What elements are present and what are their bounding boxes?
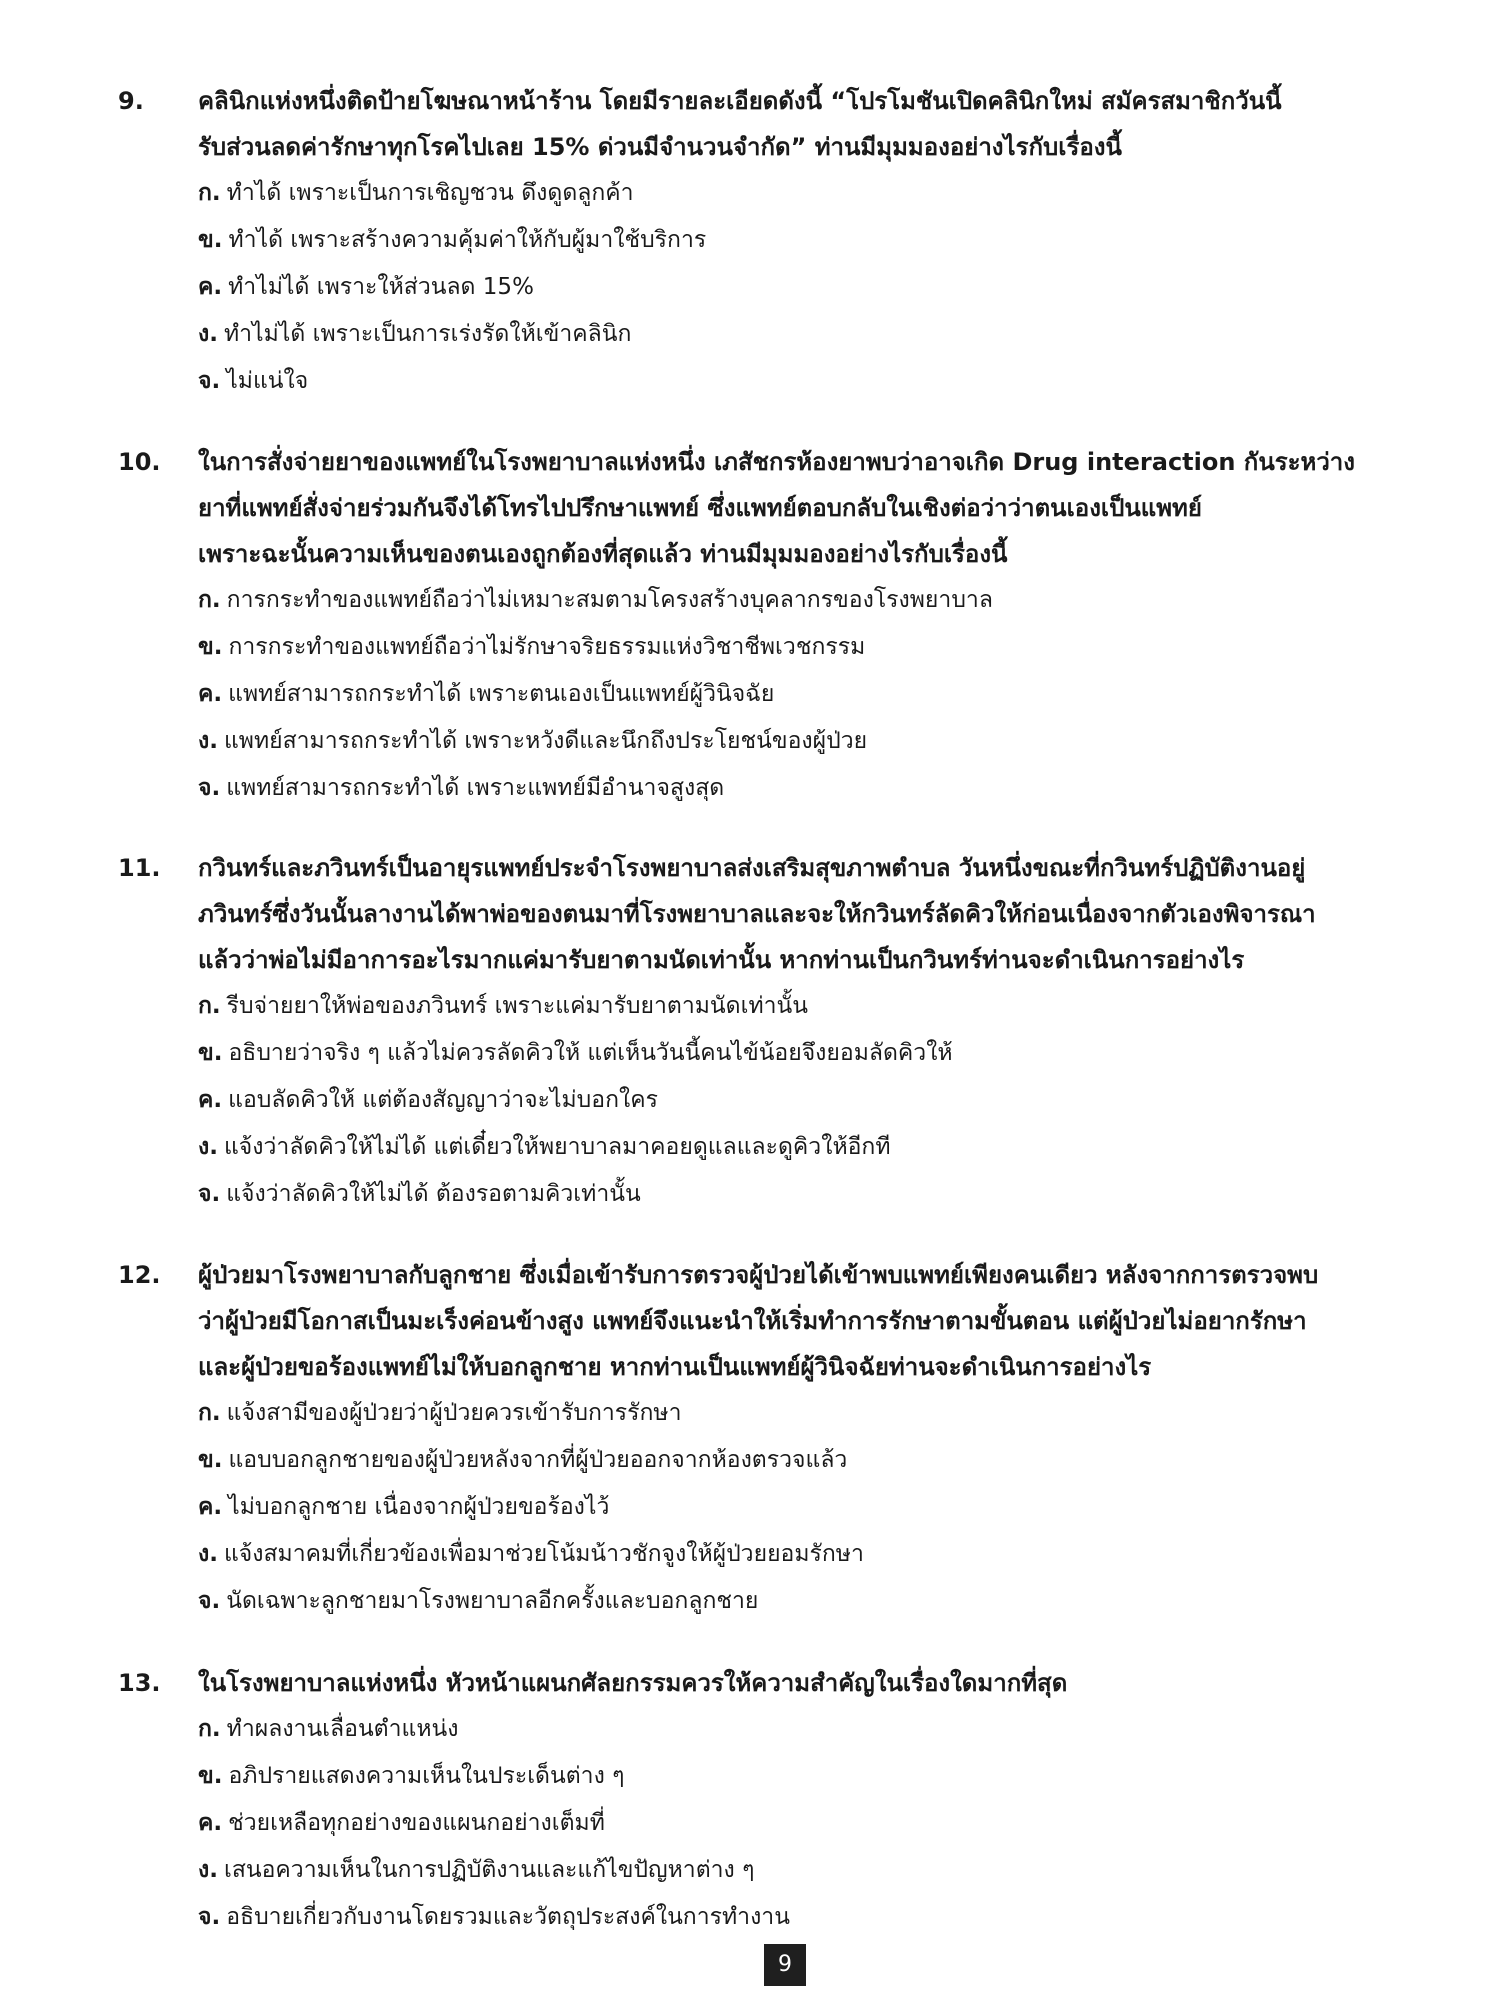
choice-letter: จ. xyxy=(198,1904,221,1930)
choice-item xyxy=(198,1753,1448,1800)
question-number: 9. xyxy=(118,87,144,115)
choice-text: ทำไม่ได้ เพราะให้ส่วนลด 15% xyxy=(228,274,534,300)
choice-list xyxy=(198,1390,1448,1625)
choice-letter: จ. xyxy=(198,368,221,394)
choice-letter: ง. xyxy=(198,1857,218,1883)
choice-letter: ง. xyxy=(198,1541,218,1567)
choice-text: เสนอความเห็นในการปฏิบัติงานและแก้ไขปัญหาต่าง ๆ xyxy=(223,1857,755,1883)
choice-letter: ก. xyxy=(198,1716,221,1742)
choice-letter: ก. xyxy=(198,180,221,206)
choice-letter: ค. xyxy=(198,681,223,707)
question-11 xyxy=(118,845,1448,1218)
question-header xyxy=(118,1660,1448,1706)
choice-text: ทำได้ เพราะเป็นการเชิญชวน ดึงดูดลูกค้า xyxy=(226,180,634,206)
page-number-badge: 9 xyxy=(764,1944,806,1986)
choice-list xyxy=(198,577,1448,812)
choice-text: อธิบายเกี่ยวกับงานโดยรวมและวัตถุประสงค์ในการทำงาน xyxy=(226,1904,790,1930)
choice-text: แจ้งสมาคมที่เกี่ยวข้องเพื่อมาช่วยโน้มน้าวชักจูงให้ผู้ป่วยยอมรักษา xyxy=(223,1541,864,1567)
choice-item xyxy=(198,170,1448,217)
question-number: 13. xyxy=(118,1669,161,1697)
question-text: ในโรงพยาบาลแห่งหนึ่ง หัวหน้าแผนกศัลยกรรมควรให้ความสำคัญในเรื่องใดมากที่สุด xyxy=(198,1669,1068,1697)
choice-text: นัดเฉพาะลูกชายมาโรงพยาบาลอีกครั้งและบอกลูกชาย xyxy=(226,1588,759,1614)
question-number: 12. xyxy=(118,1261,161,1289)
choice-item xyxy=(198,217,1448,264)
choice-item xyxy=(198,1531,1448,1578)
choice-text: ช่วยเหลือทุกอย่างของแผนกอย่างเต็มที่ xyxy=(228,1810,605,1836)
choice-letter: จ. xyxy=(198,1588,221,1614)
choice-text: ทำผลงานเลื่อนตำแหน่ง xyxy=(226,1716,459,1742)
choice-letter: ค. xyxy=(198,1810,223,1836)
question-text: ในการสั่งจ่ายยาของแพทย์ในโรงพยาบาลแห่งหนึ่ง เภสัชกรห้องยาพบว่าอาจเกิด Drug interaction กันระหว่าง ยาที่แพทย์สั่งจ่ายร่วมกันจึงได้โทรไปปรึกษาแพทย์ ซึ่งแพทย์ตอบกลับในเชิงต่อว่าว่าตนเองเป็นแพทย์ เพราะฉะนั้นความเห็นของตนเองถูกต้องที่สุดแล้ว ท่านมีมุมมองอย่างไรกับเรื่องนี้ xyxy=(198,448,1356,568)
choice-text: แอบลัดคิวให้ แต่ต้องสัญญาว่าจะไม่บอกใคร xyxy=(228,1087,658,1113)
choice-letter: ข. xyxy=(198,1763,223,1789)
choice-item xyxy=(198,983,1448,1030)
choice-list xyxy=(198,170,1448,405)
choice-list xyxy=(198,983,1448,1218)
question-text: กวินทร์และภวินทร์เป็นอายุรแพทย์ประจำโรงพยาบาลส่งเสริมสุขภาพตำบล วันหนึ่งขณะที่กวินทร์ปฏิบัติงานอยู่ ภวินทร์ซึ่งวันนั้นลางานได้พาพ่อของตนมาที่โรงพยาบาลและจะให้กวินทร์ลัดคิวให้ก่อนเนื่องจากตัวเองพิจารณา แล้วว่าพ่อไม่มีอาการอะไรมากแค่มารับยาตามนัดเท่านั้น หากท่านเป็นกวินทร์ท่านจะดำเนินการอย่างไร xyxy=(198,854,1316,974)
choice-item xyxy=(198,765,1448,812)
choice-letter: ก. xyxy=(198,993,221,1019)
choice-text: ทำได้ เพราะสร้างความคุ้มค่าให้กับผู้มาใช้บริการ xyxy=(228,227,707,253)
choice-letter: ค. xyxy=(198,274,223,300)
choice-text: แพทย์สามารถกระทำได้ เพราะหวังดีและนึกถึงประโยชน์ของผู้ป่วย xyxy=(223,728,868,754)
question-text: ผู้ป่วยมาโรงพยาบาลกับลูกชาย ซึ่งเมื่อเข้ารับการตรวจผู้ป่วยได้เข้าพบแพทย์เพียงคนเดียว หลังจากการตรวจพบ ว่าผู้ป่วยมีโอกาสเป็นมะเร็งค่อนข้างสูง แพทย์จึงแนะนำให้เริ่มทำการรักษาตามขั้นตอน แต่ผู้ป่วยไม่อยากรักษา และผู้ป่วยขอร้องแพทย์ไม่ให้บอกลูกชาย หากท่านเป็นแพทย์ผู้วินิจฉัยท่านจะดำเนินการอย่างไร xyxy=(198,1261,1319,1381)
choice-item xyxy=(198,1894,1448,1941)
choice-letter: ก. xyxy=(198,587,221,613)
choice-text: การกระทำของแพทย์ถือว่าไม่เหมาะสมตามโครงสร้างบุคลากรของโรงพยาบาล xyxy=(226,587,993,613)
choice-letter: ข. xyxy=(198,1447,223,1473)
question-number: 11. xyxy=(118,854,161,882)
choice-item xyxy=(198,1800,1448,1847)
choice-text: อธิบายว่าจริง ๆ แล้วไม่ควรลัดคิวให้ แต่เห็นวันนี้คนไข้น้อยจึงยอมลัดคิวให้ xyxy=(228,1040,953,1066)
choice-letter: ง. xyxy=(198,321,218,347)
question-13 xyxy=(118,1660,1448,1941)
choice-text: ไม่แน่ใจ xyxy=(226,368,309,394)
choice-text: ทำไม่ได้ เพราะเป็นการเร่งรัดให้เข้าคลินิก xyxy=(223,321,632,347)
choice-item xyxy=(198,1484,1448,1531)
choice-letter: ข. xyxy=(198,634,223,660)
choice-item xyxy=(198,1390,1448,1437)
choice-text: แจ้งสามีของผู้ป่วยว่าผู้ป่วยควรเข้ารับการรักษา xyxy=(226,1400,682,1426)
choice-item xyxy=(198,264,1448,311)
choice-text: แพทย์สามารถกระทำได้ เพราะตนเองเป็นแพทย์ผู้วินิจฉัย xyxy=(228,681,775,707)
question-text: คลินิกแห่งหนึ่งติดป้ายโฆษณาหน้าร้าน โดยมีรายละเอียดดังนี้ “โปรโมชันเปิดคลินิกใหม่ สมัครสมาชิกวันนี้ รับส่วนลดค่ารักษาทุกโรคไปเลย 15% ด่วนมีจำนวนจำกัด” ท่านมีมุมมองอย่างไรกับเรื่องนี้ xyxy=(198,87,1282,161)
choice-item xyxy=(198,1847,1448,1894)
choice-item xyxy=(198,1030,1448,1077)
choice-item xyxy=(198,358,1448,405)
choice-item xyxy=(198,1437,1448,1484)
choice-text: รีบจ่ายยาให้พ่อของภวินทร์ เพราะแค่มารับยาตามนัดเท่านั้น xyxy=(226,993,808,1019)
choice-text: อภิปรายแสดงความเห็นในประเด็นต่าง ๆ xyxy=(228,1763,625,1789)
question-header xyxy=(118,845,1448,983)
question-header xyxy=(118,78,1448,170)
choice-text: แพทย์สามารถกระทำได้ เพราะแพทย์มีอำนาจสูงสุด xyxy=(226,775,725,801)
choice-letter: ข. xyxy=(198,1040,223,1066)
choice-letter: ง. xyxy=(198,728,218,754)
question-number: 10. xyxy=(118,448,161,476)
choice-item xyxy=(198,1077,1448,1124)
choice-letter: จ. xyxy=(198,1181,221,1207)
choice-text: ไม่บอกลูกชาย เนื่องจากผู้ป่วยขอร้องไว้ xyxy=(228,1494,610,1520)
question-10 xyxy=(118,439,1448,812)
choice-text: แอบบอกลูกชายของผู้ป่วยหลังจากที่ผู้ป่วยออกจากห้องตรวจแล้ว xyxy=(228,1447,848,1473)
choice-item xyxy=(198,1706,1448,1753)
choice-item xyxy=(198,718,1448,765)
choice-text: การกระทำของแพทย์ถือว่าไม่รักษาจริยธรรมแห่งวิชาชีพเวชกรรม xyxy=(228,634,866,660)
choice-letter: ข. xyxy=(198,227,223,253)
choice-item xyxy=(198,311,1448,358)
choice-letter: จ. xyxy=(198,775,221,801)
question-header xyxy=(118,439,1448,577)
choice-item xyxy=(198,671,1448,718)
question-header xyxy=(118,1252,1448,1390)
question-12 xyxy=(118,1252,1448,1625)
choice-letter: ง. xyxy=(198,1134,218,1160)
choice-letter: ค. xyxy=(198,1087,223,1113)
choice-list xyxy=(198,1706,1448,1941)
choice-item xyxy=(198,1171,1448,1218)
choice-text: แจ้งว่าลัดคิวให้ไม่ได้ ต้องรอตามคิวเท่านั้น xyxy=(226,1181,641,1207)
choice-text: แจ้งว่าลัดคิวให้ไม่ได้ แต่เดี๋ยวให้พยาบาลมาคอยดูแลและดูคิวให้อีกที xyxy=(223,1134,891,1160)
choice-letter: ก. xyxy=(198,1400,221,1426)
choice-item xyxy=(198,1578,1448,1625)
choice-item xyxy=(198,577,1448,624)
choice-item xyxy=(198,1124,1448,1171)
question-9 xyxy=(118,78,1448,405)
choice-letter: ค. xyxy=(198,1494,223,1520)
choice-item xyxy=(198,624,1448,671)
